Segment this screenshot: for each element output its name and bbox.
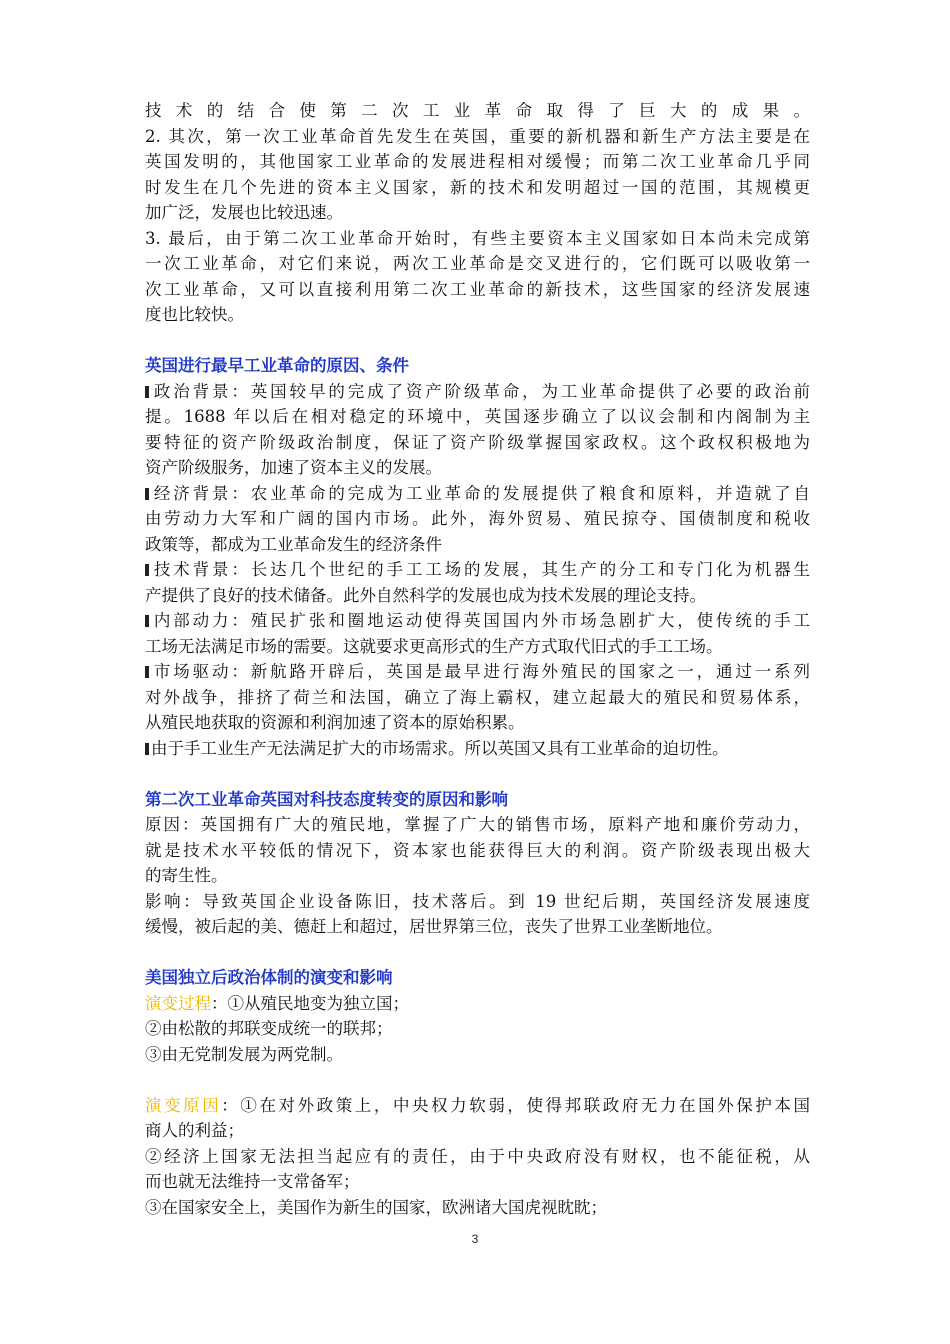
reason-line: 而也就无法维持一支常备军； <box>145 1172 360 1191</box>
process-line: ③由无党制发展为两党制。 <box>145 1044 343 1064</box>
spacer <box>145 328 810 354</box>
reason-line: 商人的利益； <box>145 1121 244 1140</box>
highlight-label: 演变原因 <box>145 1095 222 1115</box>
section-heading: 英国进行最早工业革命的原因、条件 <box>145 356 409 375</box>
reason-line: ②经济上国家无法担当起应有的责任，由于中央政府没有财权，也不能征税，从 <box>145 1146 810 1166</box>
bullet-icon <box>145 615 149 627</box>
section-heading: 第二次工业革命英国对科技态度转变的原因和影响 <box>145 789 508 809</box>
spacer <box>145 761 810 787</box>
intro-line: 一次工业革命，对它们来说，两次工业革命是交叉进行的，它们既可以吸收第一 <box>145 254 810 273</box>
section1-line: 由劳动力大军和广阔的国内市场。此外，海外贸易、殖民掠夺、国债制度和税收 <box>145 509 810 528</box>
bullet-icon <box>145 386 149 398</box>
spacer <box>145 940 810 966</box>
section1-line: 对外战争，排挤了荷兰和法国，确立了海上霸权，建立起最大的殖民和贸易体系， <box>145 687 810 707</box>
intro-line: 3. 最后，由于第二次工业革命开始时，有些主要资本主义国家如日本尚未完成第 <box>145 228 810 248</box>
section1-line: 技术背景：长达几个世纪的手工工场的发展，其生产的分工和专门化为机器生 <box>145 557 810 583</box>
section1-line: 由于手工业生产无法满足扩大的市场需求。所以英国又具有工业革命的迫切性。 <box>145 736 810 762</box>
document-page <box>145 98 810 1220</box>
intro-line: 英国发明的，其他国家工业革命的发展进程相对缓慢；而第二次工业革命几乎同 <box>145 152 810 171</box>
section2-line: 的寄生性。 <box>145 866 228 885</box>
reason-line: 演变原因：①在对外政策上，中央权力软弱，使得邦联政府无力在国外保护本国 <box>145 1095 811 1115</box>
intro-line: 时发生在几个先进的资本主义国家，新的技术和发明超过一国的范围，其规模更 <box>145 177 810 197</box>
section1-line: 产提供了良好的技术储备。此外自然科学的发展也成为技术发展的理论支持。 <box>145 585 706 605</box>
section1-line: 内部动力：殖民扩张和圈地运动使得英国国内外市场急剧扩大，使传统的手工 <box>145 608 810 634</box>
process-line: 演变过程：①从殖民地变为独立国； <box>145 993 409 1013</box>
intro-line: 技术的结合使第二次工业革命取得了巨大的成果。 <box>145 101 810 120</box>
bullet-icon <box>145 666 149 678</box>
intro-line: 加广泛，发展也比较迅速。 <box>145 203 343 222</box>
process-line: ②由松散的邦联变成统一的联邦； <box>145 1019 393 1038</box>
section-heading: 美国独立后政治体制的演变和影响 <box>145 968 393 987</box>
section1-line: 政策等，都成为工业革命发生的经济条件 <box>145 534 442 554</box>
section2-line: 缓慢，被后起的美、德赶上和超过，居世界第三位，丧失了世界工业垄断地位。 <box>145 917 723 936</box>
section1-line: 政治背景：英国较早的完成了资产阶级革命，为工业革命提供了必要的政治前 <box>145 379 810 405</box>
section1-line: 资产阶级服务，加速了资本主义的发展。 <box>145 458 442 477</box>
bullet-icon <box>145 564 149 576</box>
bullet-icon <box>145 743 149 755</box>
intro-line: 2. 其次，第一次工业革命首先发生在英国，重要的新机器和新生产方法主要是在 <box>145 126 810 146</box>
spacer <box>145 1067 810 1093</box>
reason-line: ③在国家安全上，美国作为新生的国家，欧洲诸大国虎视眈眈； <box>145 1197 607 1217</box>
page-number: 3 <box>471 1232 479 1246</box>
intro-line: 次工业革命，又可以直接利用第二次工业革命的新技术，这些国家的经济发展速 <box>145 279 810 299</box>
section1-line: 市场驱动：新航路开辟后，英国是最早进行海外殖民的国家之一，通过一系列 <box>145 659 810 685</box>
highlight-label: 演变过程 <box>145 993 211 1013</box>
intro-line: 度也比较快。 <box>145 305 244 324</box>
section1-line: 从殖民地获取的资源和利润加速了资本的原始积累。 <box>145 713 525 732</box>
section2-line: 就是技术水平较低的情况下，资本家也能获得巨大的利润。资产阶级表现出极大 <box>145 840 810 860</box>
section1-line: 要特征的资产阶级政治制度，保证了资产阶级掌握国家政权。这个政权积极地为 <box>145 432 810 452</box>
section1-line: 工场无法满足市场的需要。这就要求更高形式的生产方式取代旧式的手工工场。 <box>145 636 723 656</box>
section1-line: 提。1688 年以后在相对稳定的环境中，英国逐步确立了以议会制和内阁制为主 <box>145 407 810 426</box>
section1-line: 经济背景：农业革命的完成为工业革命的发展提供了粮食和原料，并造就了自 <box>145 481 810 507</box>
bullet-icon <box>145 488 149 500</box>
section2-line: 原因：英国拥有广大的殖民地，掌握了广大的销售市场，原料产地和廉价劳动力， <box>145 815 810 834</box>
section2-line: 影响：导致英国企业设备陈旧，技术落后。到 19 世纪后期，英国经济发展速度 <box>145 891 810 911</box>
